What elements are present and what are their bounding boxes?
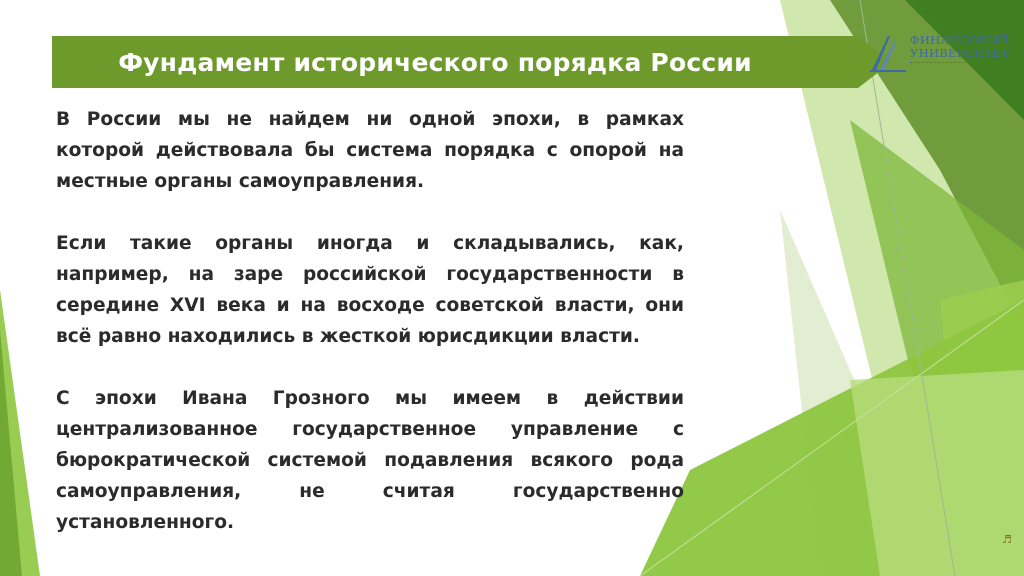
slide-body xyxy=(56,104,684,538)
paragraph-1: В России мы не найдем ни одной эпохи, в рамках которой действовала бы система порядка с опорой на местные органы самоуправления. xyxy=(56,109,684,192)
sound-icon[interactable]: ♬ xyxy=(1002,533,1012,546)
title-bar xyxy=(52,36,858,88)
paragraph-2: Если такие органы иногда и складывались, как, например, на заре российской государственности в середине XVI века и на восходе советской власти, они всё равно находились в жесткой юрисдикции власти. xyxy=(56,233,684,347)
university-logo-icon xyxy=(866,30,910,74)
university-logo xyxy=(866,30,1016,74)
logo-text xyxy=(910,34,1009,60)
paragraph-3: С эпохи Ивана Грозного мы имеем в действии централизованное государственное управление с бюрократической системой подавления всякого рода самоуправления, не считая государственно установленного. xyxy=(56,388,684,533)
logo-line1: ФИНАНСОВЫЙ xyxy=(910,33,1010,47)
logo-line2: УНИВЕРСИТЕТ xyxy=(910,46,1009,60)
logo-underline xyxy=(910,62,1010,66)
slide-title: Фундамент исторического порядка России xyxy=(118,47,752,77)
